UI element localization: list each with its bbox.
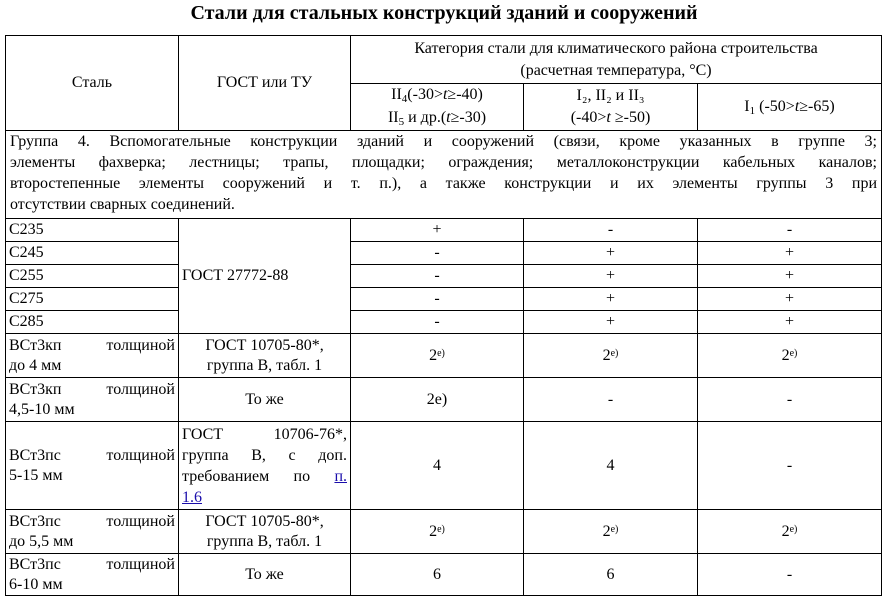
header-sub-ii4: II4(-30>t≥-40) II5 и др.(t≥-30) bbox=[351, 84, 524, 131]
header-steel: Сталь bbox=[6, 36, 179, 131]
table-row: ВСт3кп толщиной 4,5-10 мм То же 2е) - - bbox=[6, 378, 882, 422]
header-sub-i1: I1 (-50>t≥-65) bbox=[698, 84, 882, 131]
table-row: С255 - + + bbox=[6, 265, 882, 288]
table-row: С285 - + + bbox=[6, 311, 882, 334]
header-sub-i2: I₂, II₂ и II₃ (-40>t ≥-50) bbox=[524, 84, 698, 131]
table-row: С235 ГОСТ 27772-88 + - - bbox=[6, 219, 882, 242]
table-row: С275 - + + bbox=[6, 288, 882, 311]
steel-table bbox=[5, 35, 882, 596]
header-category bbox=[351, 36, 882, 84]
gost-27772: ГОСТ 27772-88 bbox=[179, 219, 351, 334]
table-row: ВСт3пс толщиной до 5,5 мм ГОСТ 10705-80*, группа В, табл. 1 $2^{е)}$ $2^{е)}$ $2^{е)}$ bbox=[6, 510, 882, 554]
clause-link[interactable]: п. bbox=[334, 467, 347, 485]
table-row: С245 - + + bbox=[6, 242, 882, 265]
page-title: Стали для стальных конструкций зданий и сооружений bbox=[190, 2, 698, 24]
table-row: ВСт3кп толщиной до 4 мм ГОСТ 10705-80*, группа В, табл. 1 $2^{е)}$ $2^{е)}$ $2^{е)}$ bbox=[6, 334, 882, 378]
header-category-line2: (расчетная температура, °С) bbox=[520, 61, 712, 79]
table-row: ВСт3пс толщиной 6-10 мм То же 6 6 - bbox=[6, 554, 882, 596]
header-category-line1: Категория стали для климатического района строительства bbox=[414, 39, 818, 57]
clause-link-number[interactable]: 1.6 bbox=[182, 488, 202, 506]
group-description: Группа 4. Вспомогательные конструкции зданий и сооружений (связи, кроме указанных в группе 3; элементы фахверка; лестницы; трапы, площадки; ограждения; металлоконструкции кабельных каналов; второстепенные элементы сооружений и т. п.), а также конструкции и их элементы группы 3 при отсутствии сварных соединений. bbox=[6, 131, 882, 219]
table-row: ВСт3пс толщиной 5-15 мм ГОСТ 10706-76*, группа В, с доп. требованием по п. 1.6 4 4 - bbox=[6, 422, 882, 510]
header-gost: ГОСТ или ТУ bbox=[179, 36, 351, 131]
